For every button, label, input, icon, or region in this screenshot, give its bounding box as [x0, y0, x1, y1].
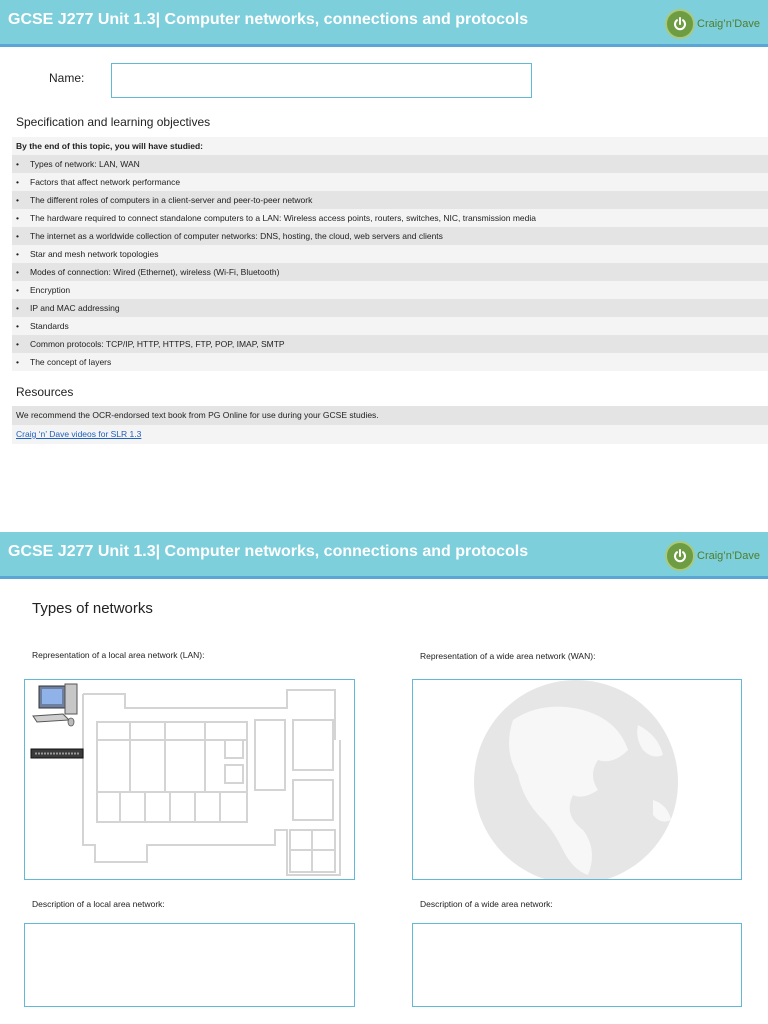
bullet-icon: • [16, 357, 19, 367]
resources-list [12, 406, 768, 444]
network-switch-icon [31, 749, 83, 758]
objectives-list [12, 137, 768, 371]
bullet-icon: • [16, 195, 19, 205]
wan-desc-caption: Description of a wide area network: [420, 899, 553, 909]
craig-n-dave-logo [665, 8, 760, 40]
bullet-icon: • [16, 267, 19, 277]
floor-plan-illustration [25, 680, 355, 880]
lan-diagram-frame[interactable] [24, 679, 355, 880]
objective-item [12, 317, 768, 335]
wan-diagram-frame[interactable] [412, 679, 742, 880]
objective-item [12, 155, 768, 173]
objective-text: Standards [30, 321, 69, 331]
computer-icon [33, 684, 77, 726]
logo-text: Craig’n’Dave [697, 550, 760, 562]
objective-item [12, 227, 768, 245]
bullet-icon: • [16, 177, 19, 187]
objective-text: Types of network: LAN, WAN [30, 159, 140, 169]
objective-text: Factors that affect network performance [30, 177, 181, 187]
globe-illustration [413, 680, 742, 880]
objective-item [12, 191, 768, 209]
objective-text: The internet as a worldwide collection of computer networks: DNS, hosting, the cloud, web servers and clients [30, 231, 443, 241]
lan-description-box[interactable] [24, 923, 355, 1007]
objective-text: Encryption [30, 285, 71, 295]
bullet-icon: • [16, 321, 19, 331]
wan-caption: Representation of a wide area network (WAN): [420, 651, 596, 661]
objective-item [12, 263, 768, 281]
spec-heading: Specification and learning objectives [16, 115, 211, 129]
objective-text: Modes of connection: Wired (Ethernet), wireless (Wi-Fi, Bluetooth) [30, 267, 280, 277]
bullet-icon: • [16, 231, 19, 241]
objective-item [12, 173, 768, 191]
videos-link[interactable]: Craig ‘n’ Dave videos for SLR 1.3 [16, 429, 142, 439]
bullet-icon: • [16, 303, 19, 313]
name-input[interactable] [111, 63, 532, 98]
objective-text: Star and mesh network topologies [30, 249, 159, 259]
bullet-icon: • [16, 213, 19, 223]
craig-n-dave-logo [665, 540, 760, 572]
logo-text: Craig’n’Dave [697, 18, 760, 30]
objective-item [12, 281, 768, 299]
objective-item [12, 299, 768, 317]
bullet-icon: • [16, 159, 19, 169]
objectives-intro: By the end of this topic, you will have studied: [12, 137, 768, 155]
bullet-icon: • [16, 285, 19, 295]
objective-text: Common protocols: TCP/IP, HTTP, HTTPS, FTP, POP, IMAP, SMTP [30, 339, 285, 349]
objective-item [12, 335, 768, 353]
bullet-icon: • [16, 339, 19, 349]
page2-header [0, 532, 768, 579]
page2-header-title: GCSE J277 Unit 1.3| Computer networks, connections and protocols [8, 543, 529, 560]
power-icon [665, 9, 695, 39]
objective-text: The hardware required to connect standalone computers to a LAN: Wireless access points, routers, switches, NIC, transmission media [30, 213, 536, 223]
page2-title: Types of networks [32, 600, 153, 617]
objective-item [12, 353, 768, 371]
objective-text: IP and MAC addressing [30, 303, 120, 313]
objective-item [12, 209, 768, 227]
resources-heading: Resources [16, 385, 74, 399]
objective-text: The concept of layers [30, 357, 112, 367]
page1-header-title: GCSE J277 Unit 1.3| Computer networks, connections and protocols [8, 11, 529, 28]
bullet-icon: • [16, 249, 19, 259]
objective-item [12, 245, 768, 263]
page1-header [0, 0, 768, 47]
resources-text: We recommend the OCR-endorsed text book from PG Online for use during your GCSE studies. [12, 406, 768, 425]
wan-description-box[interactable] [412, 923, 742, 1007]
lan-caption: Representation of a local area network (LAN): [32, 650, 205, 660]
objective-text: The different roles of computers in a client-server and peer-to-peer network [30, 195, 313, 205]
resources-link-row [12, 425, 768, 444]
lan-desc-caption: Description of a local area network: [32, 899, 165, 909]
power-icon [665, 541, 695, 571]
name-label: Name: [49, 71, 85, 85]
